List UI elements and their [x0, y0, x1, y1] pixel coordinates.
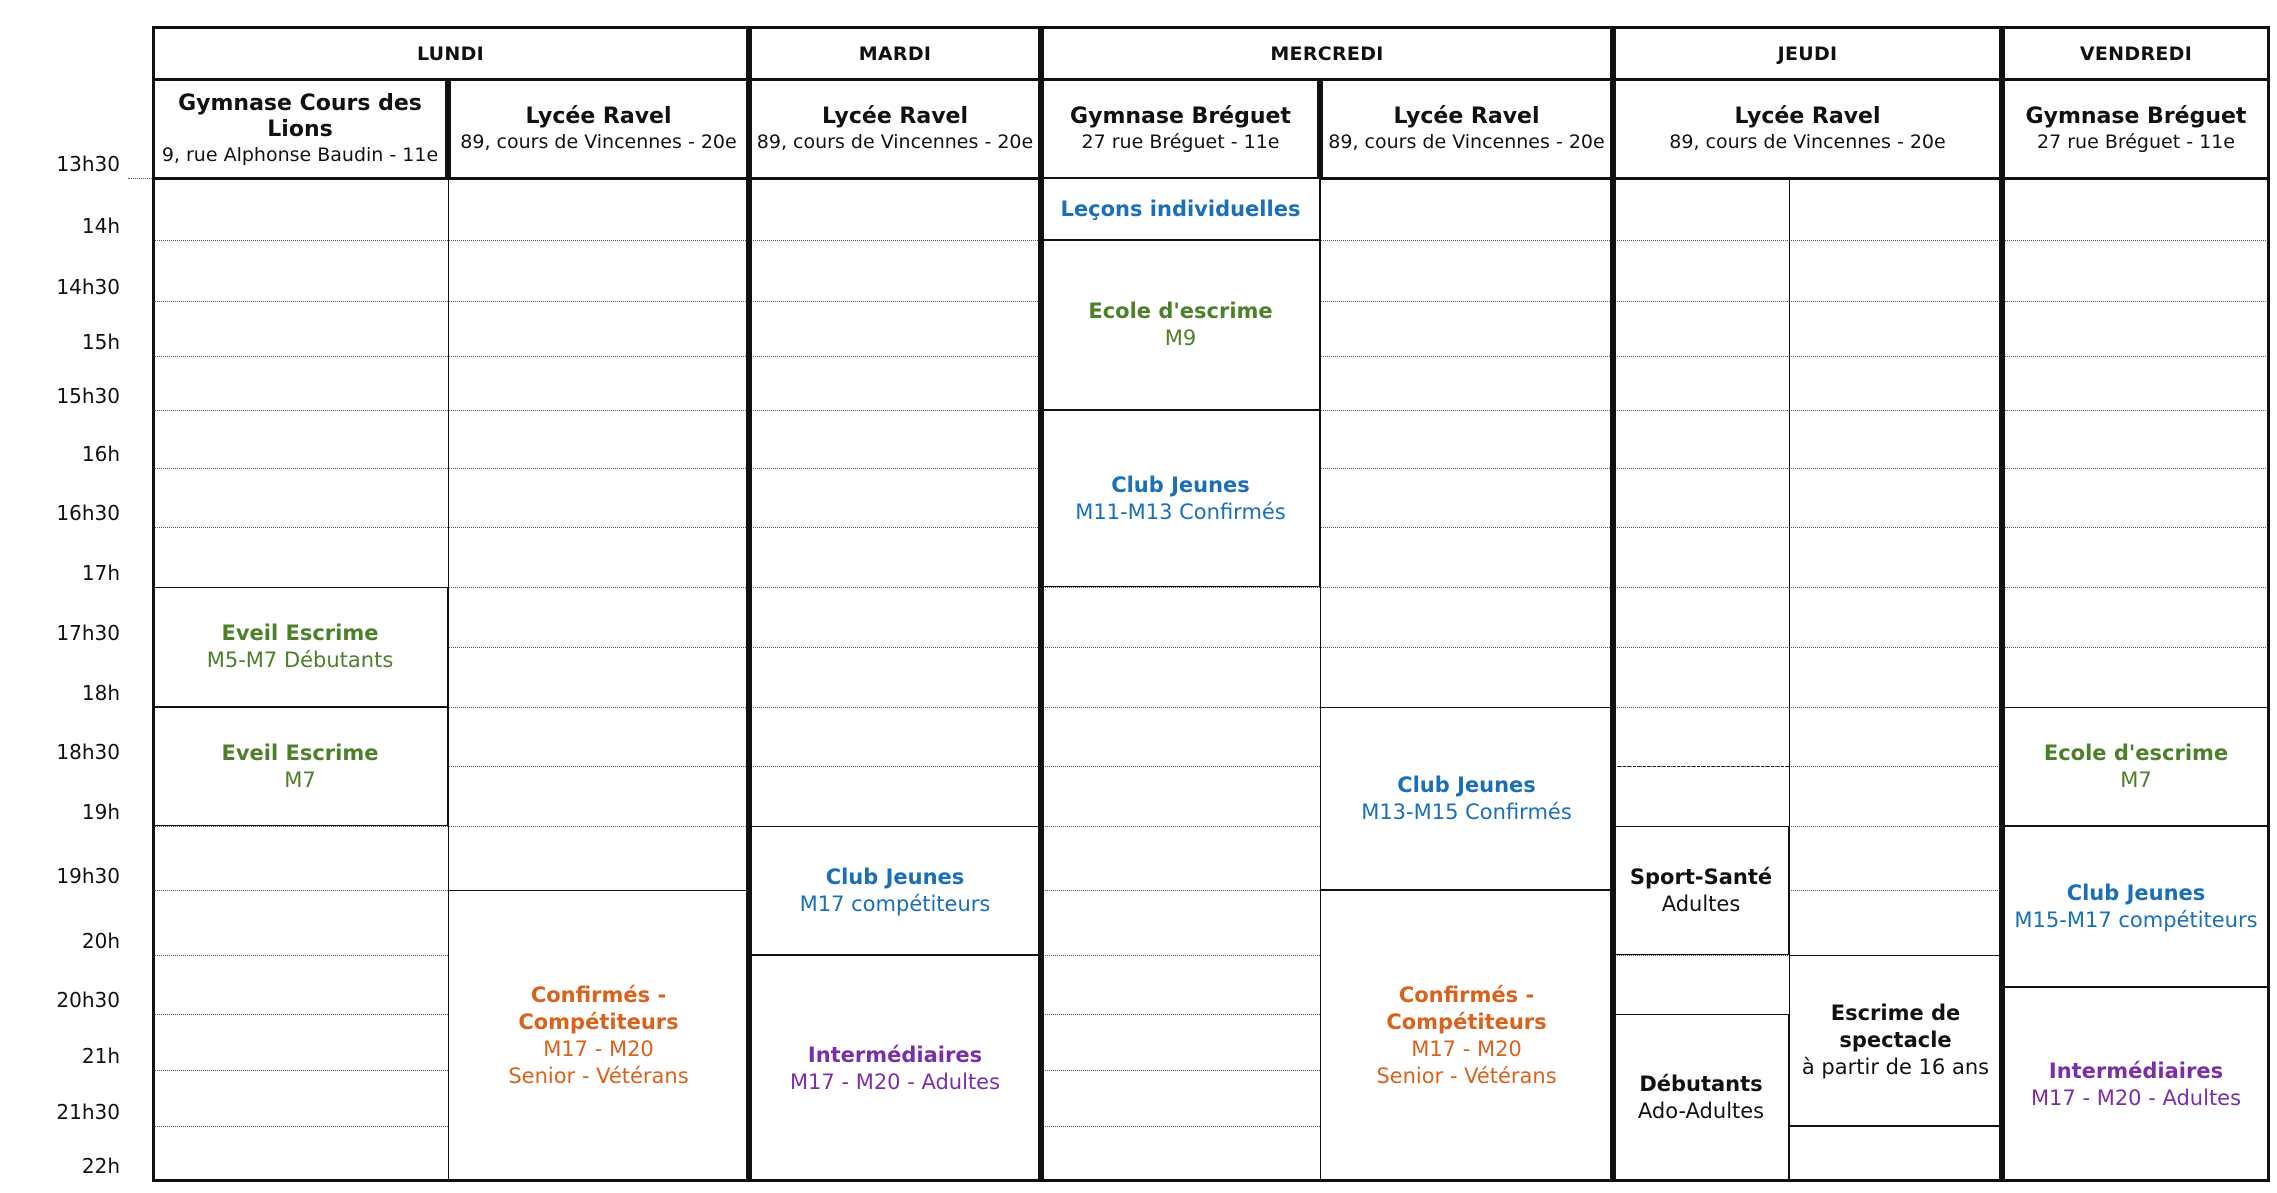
event-title: Eveil Escrime — [221, 740, 379, 765]
event-subtitle: M17 - M20 — [1411, 1037, 1522, 1061]
time-label: 20h30 — [56, 988, 120, 1012]
venue-name: Lycée Ravel — [1393, 104, 1540, 129]
schedule-event[interactable] — [749, 826, 1041, 955]
event-title: Confirmés - Compétiteurs — [1386, 983, 1547, 1034]
day-header-mardi: MARDI — [749, 26, 1041, 81]
schedule-event[interactable] — [1041, 178, 1320, 240]
time-gridline — [152, 647, 2270, 648]
event-subtitle: M5-M7 Débutants — [206, 648, 394, 672]
event-subtitle: à partir de 16 ans — [1801, 1055, 1990, 1079]
day-header-vendredi: VENDREDI — [2002, 26, 2270, 81]
schedule-event[interactable] — [749, 955, 1041, 1182]
time-label: 20h — [81, 929, 120, 953]
event-title: Ecole d'escrime — [2043, 740, 2229, 765]
time-gridline — [152, 826, 2270, 827]
time-label: 15h30 — [56, 384, 120, 408]
schedule-event[interactable] — [1789, 955, 2002, 1126]
venue-name: Gymnase Bréguet — [1070, 104, 1291, 129]
schedule-event[interactable] — [152, 587, 448, 707]
event-subtitle: M17 - M20 — [543, 1037, 654, 1061]
time-label: 22h — [81, 1154, 120, 1178]
schedule-event[interactable] — [448, 890, 749, 1182]
time-label: 18h30 — [56, 740, 120, 764]
venue-header — [1613, 78, 2002, 180]
event-subtitle: Adultes — [1661, 891, 1741, 916]
venue-name: Lycée Ravel — [525, 104, 672, 129]
schedule-event[interactable] — [1613, 1014, 1789, 1182]
venue-address: 89, cours de Vincennes - 20e — [1669, 131, 1946, 153]
schedule-event[interactable] — [1320, 707, 1613, 890]
event-subtitle: M15-M17 compétiteurs — [2014, 907, 2258, 932]
schedule-event[interactable] — [1041, 240, 1320, 410]
venue-name: Gymnase Bréguet — [2025, 104, 2247, 129]
venue-header — [448, 78, 749, 180]
schedule-event[interactable] — [2002, 826, 2270, 987]
venue-address: 89, cours de Vincennes - 20e — [1328, 131, 1605, 153]
time-label: 18h — [81, 681, 120, 705]
time-label: 14h30 — [56, 275, 120, 299]
event-subtitle: Senior - Vétérans — [1376, 1064, 1557, 1088]
event-subtitle: M17 compétiteurs — [799, 891, 991, 916]
venue-name: Gymnase Cours des Lions — [178, 91, 422, 142]
event-subtitle: Ado-Adultes — [1637, 1099, 1765, 1123]
event-subtitle: M11-M13 Confirmés — [1075, 499, 1286, 524]
venue-address: 27 rue Bréguet - 11e — [2037, 131, 2235, 153]
time-label: 19h30 — [56, 864, 120, 888]
time-label: 19h — [81, 800, 120, 824]
day-header-mercredi: MERCREDI — [1041, 26, 1613, 81]
time-label: 17h30 — [56, 621, 120, 645]
schedule-event[interactable] — [2002, 707, 2270, 826]
venue-address: 89, cours de Vincennes - 20e — [460, 131, 737, 153]
event-title: Ecole d'escrime — [1088, 299, 1273, 323]
time-label: 13h30 — [56, 152, 120, 176]
time-label: 14h — [81, 214, 120, 238]
time-label: 21h — [81, 1044, 120, 1068]
venue-address: 27 rue Bréguet - 11e — [1081, 131, 1280, 153]
day-header-lundi: LUNDI — [152, 26, 749, 81]
venue-name: Lycée Ravel — [1734, 104, 1881, 129]
time-gridline — [152, 766, 2270, 767]
schedule-event[interactable] — [1041, 410, 1320, 587]
venue-name: Lycée Ravel — [822, 104, 968, 129]
time-label: 15h — [81, 330, 120, 354]
time-gridline — [152, 707, 2270, 708]
event-subtitle: M17 - M20 - Adultes — [2030, 1085, 2242, 1110]
schedule-event[interactable] — [2002, 987, 2270, 1182]
venue-header — [749, 78, 1041, 180]
event-subtitle: M7 — [284, 767, 316, 792]
event-title: Escrime de spectacle — [1830, 1001, 1961, 1052]
time-gridline — [128, 178, 152, 179]
time-label: 21h30 — [56, 1100, 120, 1124]
event-title: Club Jeunes — [1111, 472, 1250, 497]
schedule-event[interactable] — [152, 707, 448, 826]
event-subtitle: M7 — [2120, 767, 2152, 792]
event-title: Leçons individuelles — [1060, 196, 1301, 221]
event-title: Club Jeunes — [2066, 880, 2206, 905]
schedule-event[interactable] — [1320, 890, 1613, 1182]
event-title: Sport-Santé — [1629, 864, 1773, 889]
event-title: Intermédiaires — [807, 1042, 983, 1067]
time-label: 16h30 — [56, 501, 120, 525]
venue-header — [1320, 78, 1613, 180]
time-label: 16h — [81, 442, 120, 466]
time-gridline — [1613, 766, 1789, 767]
venue-header — [2002, 78, 2270, 180]
empty-slot — [1789, 1126, 2002, 1182]
schedule-event[interactable] — [1613, 826, 1789, 955]
event-title: Club Jeunes — [1397, 772, 1536, 797]
event-subtitle: M17 - M20 - Adultes — [789, 1069, 1001, 1094]
time-label: 17h — [81, 561, 120, 585]
venue-header — [1041, 78, 1320, 180]
time-gridline — [152, 587, 2270, 588]
event-title: Intermédiaires — [2048, 1058, 2224, 1083]
event-subtitle: Senior - Vétérans — [508, 1064, 689, 1088]
event-subtitle: M13-M15 Confirmés — [1361, 799, 1572, 824]
day-header-jeudi: JEUDI — [1613, 26, 2002, 81]
event-subtitle: M9 — [1164, 326, 1197, 350]
venue-address: 9, rue Alphonse Baudin - 11e — [161, 144, 439, 166]
event-title: Club Jeunes — [825, 864, 965, 889]
event-title: Confirmés - Compétiteurs — [518, 983, 679, 1034]
venue-header — [152, 78, 448, 180]
event-title: Débutants — [1639, 1072, 1763, 1096]
venue-address: 89, cours de Vincennes - 20e — [756, 131, 1034, 153]
event-title: Eveil Escrime — [221, 621, 379, 645]
